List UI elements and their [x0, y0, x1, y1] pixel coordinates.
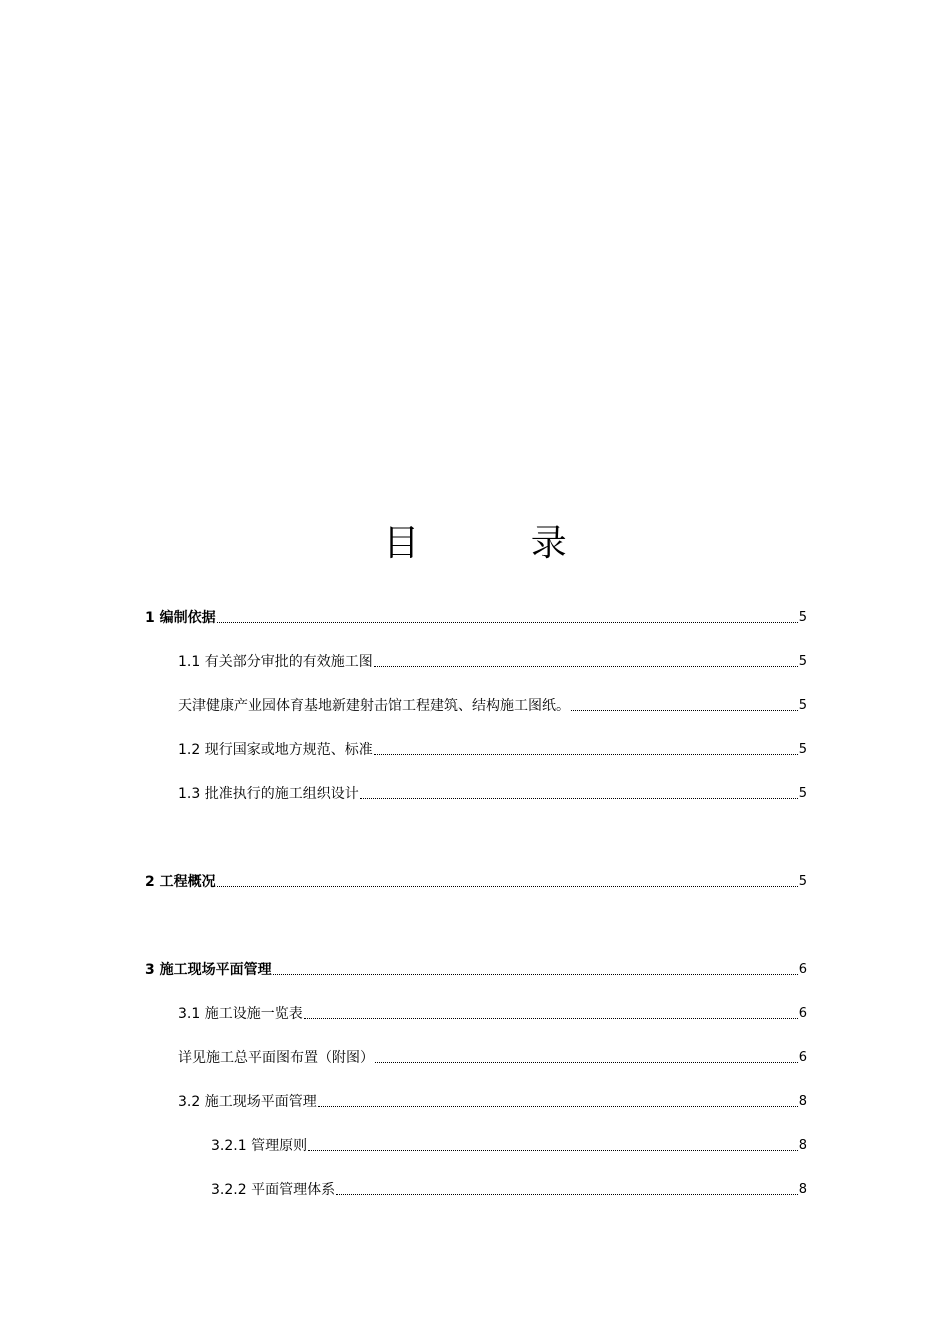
- toc-leader-dots: [304, 1018, 798, 1019]
- toc-entry[interactable]: [178, 781, 807, 803]
- toc-entry[interactable]: [178, 693, 807, 715]
- toc-entry-label: 详见施工总平面图布置（附图）: [178, 1050, 374, 1066]
- toc-leader-dots: [374, 666, 798, 667]
- toc-entry-page: 5: [798, 742, 807, 757]
- toc-entry[interactable]: [145, 957, 807, 979]
- toc-entry[interactable]: [145, 869, 807, 891]
- toc-entry[interactable]: [178, 737, 807, 759]
- toc-entry-label: 3 施工现场平面管理: [145, 962, 272, 978]
- toc-entry[interactable]: [178, 1089, 807, 1111]
- toc-leader-dots: [308, 1150, 798, 1151]
- toc-entry-page: 5: [798, 698, 807, 713]
- toc-entry-label: 3.2.2 平面管理体系: [211, 1182, 336, 1198]
- toc-entry-label: 1.3 批准执行的施工组织设计: [178, 786, 359, 802]
- toc-entry-page: 5: [798, 874, 807, 889]
- toc-entry-label: 3.2.1 管理原则: [211, 1138, 308, 1154]
- toc-entry-label: 1.1 有关部分审批的有效施工图: [178, 654, 373, 670]
- toc-entry[interactable]: [178, 649, 807, 671]
- toc-entry-page: 6: [798, 1050, 807, 1065]
- toc-entry-page: 5: [798, 654, 807, 669]
- toc-leader-dots: [374, 754, 798, 755]
- toc-entry-label: 2 工程概况: [145, 874, 216, 890]
- toc-entry-page: 6: [798, 962, 807, 977]
- toc-entry-label: 3.1 施工设施一览表: [178, 1006, 303, 1022]
- toc-leader-dots: [336, 1194, 798, 1195]
- toc-entry[interactable]: [145, 605, 807, 627]
- toc-leader-dots: [375, 1062, 798, 1063]
- toc-entry-label: 1.2 现行国家或地方规范、标准: [178, 742, 373, 758]
- toc-entry-page: 8: [798, 1182, 807, 1197]
- toc-entry-page: 8: [798, 1138, 807, 1153]
- toc-entry-label: 天津健康产业园体育基地新建射击馆工程建筑、结构施工图纸。: [178, 698, 570, 714]
- toc-leader-dots: [318, 1106, 798, 1107]
- toc-entry-page: 5: [798, 786, 807, 801]
- toc-leader-dots: [217, 886, 798, 887]
- toc-entry-page: 6: [798, 1006, 807, 1021]
- toc-leader-dots: [273, 974, 798, 975]
- toc-entry[interactable]: [178, 1001, 807, 1023]
- toc-title: 目 录: [383, 523, 617, 564]
- toc-entry-label: 1 编制依据: [145, 610, 216, 626]
- toc-entry-page: 8: [798, 1094, 807, 1109]
- toc-leader-dots: [217, 622, 798, 623]
- toc-entry[interactable]: [211, 1133, 807, 1155]
- toc-leader-dots: [571, 710, 798, 711]
- toc-entry-label: 3.2 施工现场平面管理: [178, 1094, 317, 1110]
- toc-leader-dots: [360, 798, 798, 799]
- toc-entry-page: 5: [798, 610, 807, 625]
- toc-entry[interactable]: [211, 1177, 807, 1199]
- toc-entry[interactable]: [178, 1045, 807, 1067]
